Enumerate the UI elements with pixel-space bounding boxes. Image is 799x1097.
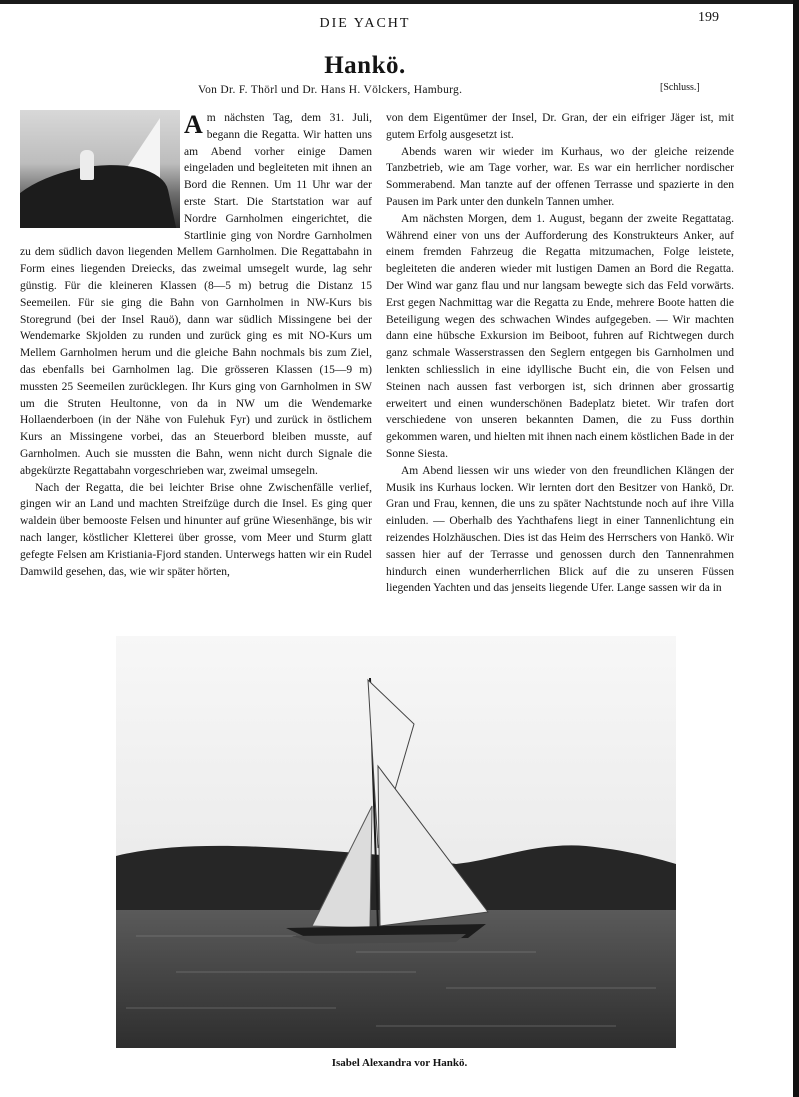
paragraph: Am Abend liessen wir uns wieder von den freundlichen Klängen der Musik ins Kurhaus locken. Wir lernten dort den Besitzer von Hankö, Dr. Gran und Frau, kennen, die uns zu später Nachtstunde noch auf ihre Villa einluden. — Oberhalb des Yachthafens liegt in einer Tannenlichtung ein reizendes Holzhäuschen. Dies ist das Heim des Herrschers von Hankö. Wir sassen hier auf der Terrasse und genossen durch den Tannenrahmen hindurch einen wunderherrlichen Blick auf die zu unseren Füssen liegenden Yachten und das jenseits liegende Ufer. Lange sassen wir da in <box>386 464 734 595</box>
yacht-photo-svg <box>116 636 676 1048</box>
sailors-on-deck-photo <box>20 110 180 228</box>
paragraph: Am nächsten Morgen, dem 1. August, begann der zweite Regattatag. Während einer von uns der Aufforderung des Konstrukteurs Anker, auf einem fremden Fahrzeug die Regatta mitzumachen, Folge leistete, begleiteten die anderen wieder mit lustigen Damen an Bord die Regatta. Der Wind war ganz flau und nur langsam bewegte sich das Feld vorwärts. Erst gegen Nachmittag war die Regatta zu Ende, mehrere Boote hatten die Beteiligung wegen des schwachen Windes aufgegeben. — Wir machten dann eine hübsche Exkursion im Beiboot, fuhren auf Richtwegen durch ganz schmale Wasserstrassen den Seglern entgegen bis Garnholmen und lenkten schliesslich in eine idyllische Bucht ein, die von Felsen und Steinen nach aussen fast verborgen ist, sich drinnen aber grossartig erweitert und einen wunderschönen Badeplatz bietet. Wir trafen dort verschiedene von unseren bekannten Damen, die zu Fuss dorthin gekommen waren, und hielten mit ihnen nach einem köstlichen Bade in der Sonne Siesta. <box>386 212 734 460</box>
paragraph: Nach der Regatta, die bei leichter Brise ohne Zwischenfälle verlief, gingen wir an Land und machten Streifzüge durch die Insel. Es ging quer waldein über bemooste Felsen und hinunter auf grüne Wiesenhänge, bis wir nach langer, köstlicher Kletterei über grosse, vom Meer und Sturm glatt gefegte Felsen am Kristiania-Fjord standen. Unterwegs hatten wir ein Rudel Damwild gesehen, das, wie wir später hörten, <box>20 481 372 578</box>
byline: Von Dr. F. Thörl und Dr. Hans H. Völckers, Hamburg. <box>198 84 463 96</box>
continued-note: [Schluss.] <box>660 82 700 93</box>
inset-sailor <box>80 150 94 180</box>
paragraph: Abends waren wir wieder im Kurhaus, wo der gleiche reizende Tanzbetrieb, wie am Tage vorher, war. Es war ein herrlicher nordischer Sommerabend. Man tanzte auf der offenen Terrasse und spazierte in den Pausen im Park unter den dunkeln Tannen umher. <box>386 145 734 208</box>
left-column <box>20 110 372 580</box>
running-head: DIE YACHT <box>319 16 411 31</box>
paragraph: von dem Eigentümer der Insel, Dr. Gran, der ein eifriger Jäger ist, mit gutem Erfolg ausgesetzt ist. <box>386 112 734 141</box>
sailing-yacht-photo <box>116 636 676 1048</box>
page-right-edge <box>793 0 799 1097</box>
page-number: 199 <box>698 10 719 25</box>
right-column <box>386 110 734 597</box>
paragraph: m nächsten Tag, dem 31. Juli, begann die Regatta. Wir hatten uns am Abend vorher einige Damen eingeladen und begleiteten mit ihnen an Bord die Rennen. Um 11 Uhr war der erste Start. Die Startstation war auf Nordre Garnholmen eingerichtet, die Startlinie ging von Nordre Garnholmen zu dem südlich davon liegenden Mellem Garnholmen. Die Regattabahn in Form eines liegenden Dreiecks, das zweimal umsegelt wurde, lag sehr günstig. Für die kleineren Klassen (8—5 m) betrug die Distanz 15 Seemeilen. Für sie ging die Bahn von Garnholmen in NW-Kurs bis Storegrund (bei der Insel Rauö), dann war südlich Missingene bei der Wendemarke Skjolden zu runden und zurück ging es mit NO-Kurs um Mellem Garnholmen herum und die gleiche Bahn nochmals bis zum Ziel, das ebenfalls bei Garnholmen lag. Die grösseren Klassen (15—9 m) mussten 25 Seemeilen zurücklegen. Ihr Kurs ging von Garnholmen in SW um die Struten Heultonne, von da in NW um die Wendemarke Hollaenderboen (in der Nähe von Fulehuk Fyr) und zurück in östlichem Kurs an Missingene vorbei, das an Steuerbord bleiben musste, auf Garnholmen. Auch sie mussten die Bahn, wenn nicht durch Signale die abgekürzte Regattabahn vorgeschrieben war, zweimal umsegeln. <box>20 112 372 477</box>
drop-cap: A <box>184 110 203 139</box>
figure-caption: Isabel Alexandra vor Hankö. <box>331 1057 468 1069</box>
article-title: Hankö. <box>324 52 406 79</box>
page-top-edge <box>0 0 799 4</box>
